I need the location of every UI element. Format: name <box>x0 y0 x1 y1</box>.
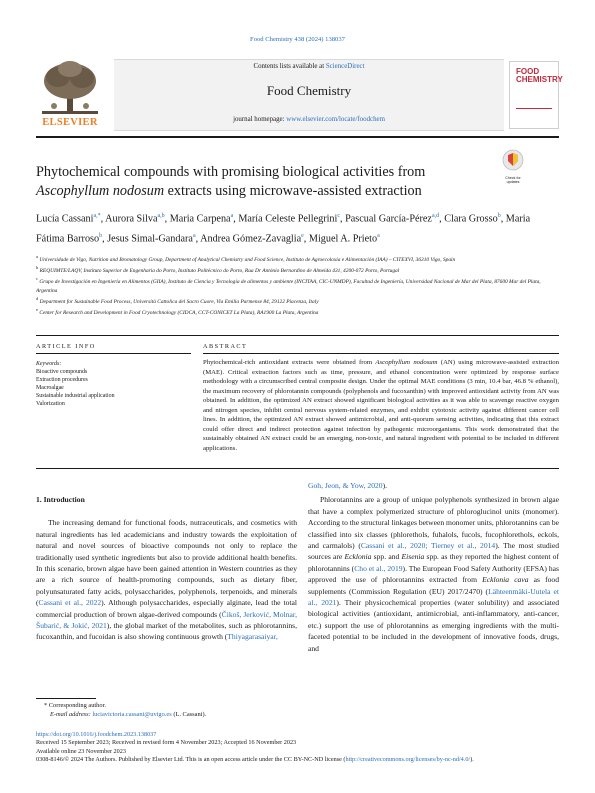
affiliation-text: Grupo de Investigación en Ingeniería en Alimentos (GIIA), Instituto de Ciencia y Tecnología de alimentos y ambiente (INCITAA, CIC-UNMDP), Facultad de Ingeniería, Universidad Nacional de Mar del Plata, 87600 Mar del Plata, Argentina <box>36 279 541 294</box>
c1-text-b: ). Although polysaccharides, especially alginate, lead the total commercial production of brown algae-derived compounds ( <box>36 598 298 619</box>
affiliation-label: c <box>36 276 38 282</box>
title-rest: extracts using microwave-assisted extraction <box>164 183 422 199</box>
cover-rule <box>516 108 552 109</box>
affiliation-text: Department for Sustainable Food Process, Università Cattolica del Sacro Cuore, Via Emilia Parmense 84, 29122 Piacenza, Italy <box>39 298 319 305</box>
author-email-link[interactable]: luciavictoria.cassani@uvigo.es <box>92 710 172 718</box>
author-list <box>36 208 559 248</box>
author-name[interactable]: Maria Carpena <box>169 213 231 225</box>
journal-homepage-line <box>114 116 504 123</box>
abstract-rule <box>203 353 559 354</box>
affiliation-label: a <box>36 254 38 259</box>
received-dates: Received 15 September 2023; Received in revised form 4 November 2023; Accepted 16 November 2023 <box>36 739 297 747</box>
author-name[interactable]: Pascual García-Pérez <box>345 213 432 225</box>
publication-metadata <box>36 731 559 764</box>
cover-title: FOOD CHEMISTRY <box>516 67 563 84</box>
c2-f: as food supplements (Commission Regulation (EU) 2017/2470) ( <box>308 575 559 596</box>
author-name[interactable]: Aurora Silva <box>105 213 158 225</box>
email-note <box>36 711 559 720</box>
contents-available-line <box>114 63 504 70</box>
title-italic: Ascophyllum nodosum <box>36 183 165 199</box>
affiliation-label: e <box>36 307 38 313</box>
c1-text-a: The increasing demand for functional foods, nutraceuticals, and cosmetics with natural ingredients has led academicians and industry towards the exploitation of natural and novel sources of bioactive compounds not only to replace the traditionally used synthetic ingredients but also to provide additional health benefits. In this scenario, brown algae have been gained attention in Western countries as they are a rich source of health-promoting compounds, such as dietary fiber, polyunsaturated fatty acids, polysaccharides, polyphenols, terpenoids, and minerals ( <box>36 518 297 608</box>
intro-paragraph-1 <box>36 517 297 642</box>
corresponding-note: * Corresponding author. <box>44 702 106 709</box>
affiliation-item <box>36 275 559 295</box>
journal-cover-thumbnail[interactable] <box>509 61 563 129</box>
citation-link[interactable]: Cho et al., 2019 <box>354 563 403 573</box>
author-affiliation-marker[interactable]: a <box>192 232 196 239</box>
keyword-item: Bioactive compounds <box>36 369 88 376</box>
c1-text-c: ), the global market of the metabolites, such as phlorotannins, fucoxanthin, and fucoidan is also showing continuous growth ( <box>36 621 297 642</box>
author-name[interactable]: Andrea Gómez-Zavaglia <box>200 233 302 245</box>
body-rule <box>36 468 559 469</box>
affiliation-rule <box>36 335 559 336</box>
affiliations <box>36 253 559 317</box>
author-separator: , <box>195 233 201 245</box>
author-separator: , <box>233 213 239 225</box>
author-affiliation-marker[interactable]: b <box>497 213 501 219</box>
contents-prefix: Contents lists available at <box>253 63 326 70</box>
author-affiliation-marker[interactable]: a,* <box>93 213 101 219</box>
abstract-part1: Phytochemical-rich antioxidant extracts were obtained from <box>203 359 376 366</box>
elsevier-wordmark: ELSEVIER <box>42 117 98 128</box>
introduction-heading: 1. Introduction <box>36 495 85 504</box>
homepage-link[interactable]: www.elsevier.com/locate/foodchem <box>286 116 385 123</box>
body-column-right <box>308 480 559 654</box>
citation-link[interactable]: Cassani et al., 2022 <box>38 598 102 608</box>
affiliation-text: Center for Research and Development in Food Cryotechnology (CIDCA, CCT-CONICET La Plata), RA1900 La Plata, Argentina <box>39 310 319 317</box>
check-updates-icon <box>502 149 524 171</box>
abstract-text <box>203 358 559 453</box>
keywords-label: Keywords: <box>36 361 62 367</box>
check-for-updates-button[interactable] <box>502 149 524 184</box>
abstract-part2: (AN) using microwave-assisted extraction (MAE). Critical extraction factors such as time, pressure, and ethanol concentration were optimized by response surface methodology with a circumscribed central composite design. Under the optimal MAE conditions (3 min, 10.4 bar, 46.8 % ethanol), the maximum recovery of phlorotannin compounds (polyphenols and fucoxanthin) with improved antioxidant activity from AN was obtained. In addition, the optimized AN extract showed significant biological activities as it was able to scavenge reactive oxygen and nitrogen species, inhibit central nervous system-related enzymes, and exhibit cytotoxic activity against different cancer cell lines. In addition, the optimized AN extract showed antimicrobial, and anti-quorum sensing activities, indicating that this extract could offer direct and indirect protection against infection by pathogenic microorganisms. This work demonstrated that the sustainably obtained AN extract could be an emerging, non-toxic, and natural ingredient with potential to be included in different applications. <box>203 359 559 452</box>
email-label: E-mail address: <box>50 710 93 718</box>
affiliation-item <box>36 253 559 264</box>
citation-link[interactable]: Lähteenmäki-Uutela et al., 2021 <box>308 586 559 608</box>
masthead <box>36 59 563 131</box>
license-link[interactable]: http://creativecommons.org/licenses/by-nc-nd/4.0/ <box>345 755 471 763</box>
keyword-item: Sustainable industrial application <box>36 393 115 400</box>
affiliation-label: b <box>36 265 39 271</box>
citation-link[interactable]: Cassani et al., 2020; Tierney et al., 2014 <box>360 541 496 551</box>
author-separator: , <box>100 213 106 225</box>
c2-g: ). Their physicochemical properties (water solubility) and associated biological activities (antioxidant, antimicrobial, anti-inflammatory, anti-cancer, etc.) support the use of phlorotannins as emerging ingredients with the multi-faceted potential to be included in the development of innovative foods, drugs, and <box>308 598 559 653</box>
author-affiliation-marker[interactable]: a,b <box>157 213 165 219</box>
affiliation-item <box>36 306 559 317</box>
affiliation-label: d <box>36 296 39 302</box>
footnote <box>36 702 559 720</box>
available-online: Available online 23 November 2023 <box>36 747 126 755</box>
body-column-left <box>36 494 297 643</box>
author-separator: , <box>439 213 445 225</box>
c2-a: Phlorotannins are a group of unique polyphenols synthesized in brown algae that have a complex polymerized structure of phloroglucinol units (monomer). According to the structural linkages between monomer units, phlorotannins can be classified into six classes (phlorethols, fuhalols, fucols, fucophlorethols, eckols, and carmalols) ( <box>308 495 559 551</box>
abstract-heading: ABSTRACT <box>203 343 248 350</box>
author-separator: , <box>102 233 108 245</box>
affiliation-item <box>36 264 559 275</box>
col2-continuation <box>308 480 559 491</box>
affiliation-item <box>36 295 559 306</box>
title-line1: Phytochemical compounds with promising biological activities from <box>36 164 426 180</box>
intro-paragraph-2 <box>308 494 559 654</box>
sciencedirect-link[interactable]: ScienceDirect <box>325 63 365 70</box>
citation-link[interactable]: Goh, Jeon, & Yow, 2020 <box>308 481 383 490</box>
c2-c: spp. and <box>371 552 402 562</box>
corresponding-text: Corresponding author. <box>48 702 106 709</box>
header-rule <box>36 136 559 138</box>
author-affiliation-marker[interactable]: a,d <box>431 213 440 219</box>
author-separator: , <box>340 213 346 225</box>
author-affiliation-marker[interactable]: a <box>377 232 380 239</box>
article-info-rule <box>36 353 191 354</box>
article-title <box>36 163 476 201</box>
footnote-rule <box>36 698 96 699</box>
author-name[interactable]: Maria Fátima Barroso <box>36 213 531 245</box>
journal-name: Food Chemistry <box>266 83 352 98</box>
c2-d: spp. as they reported the highest content of phlorotannins ( <box>308 552 560 573</box>
citation-link[interactable]: Čikoš, Jerković, Molnar, Šubarić, & Jokić, 2021 <box>36 609 297 631</box>
elsevier-tree-icon <box>36 59 104 117</box>
affiliation-text: Universidade de Vigo, Nutrition and Bromatology Group, Department of Analytical Chemistry and Food Science, Instituto de Agroecoloxía e Alimentación (IAA) – CITEXVI, 36310 Vigo, Spain <box>39 256 456 263</box>
c2-e: ). The European Food Safety Authority (EFSA) has approved the use of phlorotannins extracted from <box>308 563 559 585</box>
check-updates-label: Check for updates <box>505 176 521 184</box>
author-name[interactable]: Lucía Cassani <box>36 213 94 225</box>
article-info-heading: ARTICLE INFO <box>36 343 96 350</box>
author-separator: , <box>303 233 309 245</box>
author-name[interactable]: Jesus Simal-Gandara <box>107 233 193 245</box>
affiliation-text: REQUIMTE/LAQV, Instituto Superior de Engenharia do Porto, Instituto Politécnico do Porto, Rua Dr António Bernardino de Almeida 431, 4200-072 Porto, Portugal <box>39 268 400 274</box>
homepage-prefix: journal homepage: <box>233 116 287 123</box>
author-name[interactable]: María Celeste Pellegrini <box>238 213 338 225</box>
keyword-item: Valorization <box>36 401 65 408</box>
elsevier-logo[interactable] <box>36 59 104 131</box>
license-line <box>36 756 559 764</box>
author-affiliation-marker[interactable]: a <box>230 213 234 219</box>
c2-it1: Ecklonia <box>344 552 372 562</box>
keyword-item: Macroalgae <box>36 385 64 392</box>
c2-it2: Eisenia <box>401 552 425 562</box>
author-affiliation-marker[interactable]: b <box>99 232 103 239</box>
keywords-block <box>36 360 191 409</box>
keywords-list <box>36 368 191 408</box>
c2-cont-end: ). <box>382 481 388 490</box>
abstract-italic: Ascophyllum nodosum <box>375 359 438 366</box>
author-affiliation-marker[interactable]: e <box>301 232 304 239</box>
c2-it3: Ecklonia cava <box>482 575 529 585</box>
license-text-b: ). <box>470 755 474 763</box>
c2-b: ). The most studied sources are <box>308 541 559 562</box>
author-name[interactable]: Miguel A. Prieto <box>308 233 378 245</box>
author-separator: , <box>500 213 506 225</box>
author-separator: , <box>164 213 170 225</box>
author-name[interactable]: Clara Grosso <box>444 213 498 225</box>
journal-banner <box>114 59 504 131</box>
author-affiliation-marker[interactable]: c <box>337 213 341 219</box>
email-suffix: (L. Cassani). <box>171 710 207 718</box>
citation-link[interactable]: Thiyagarasaiyar, <box>227 632 278 642</box>
journal-citation[interactable]: Food Chemistry 438 (2024) 138037 <box>250 36 345 43</box>
license-text-a: 0308-8146/© 2024 The Authors. Published by Elsevier Ltd. This is an open access article under the CC BY-NC-ND license ( <box>36 755 346 763</box>
doi-link[interactable]: https://doi.org/10.1016/j.foodchem.2023.138037 <box>36 731 157 738</box>
keyword-item: Extraction procedures <box>36 377 88 384</box>
